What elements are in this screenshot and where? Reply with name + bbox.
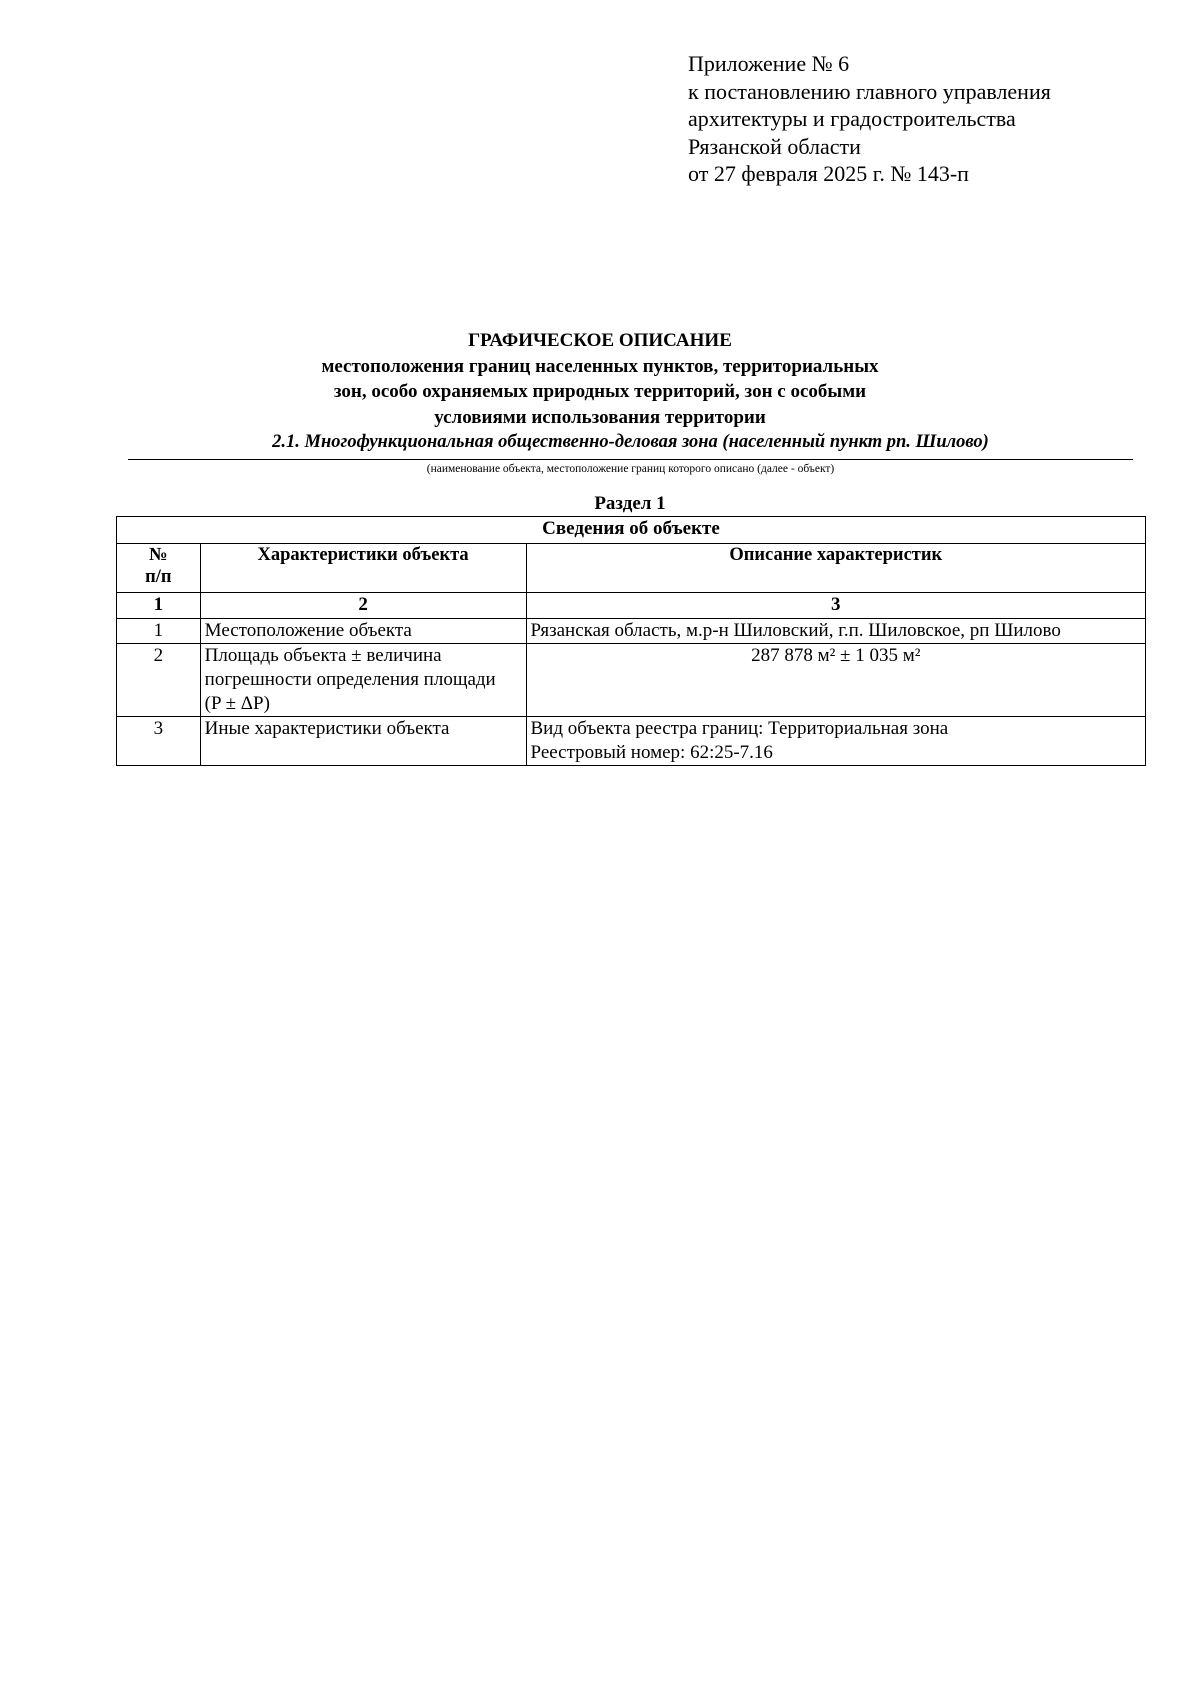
object-name: 2.1. Многофункциональная общественно-деловая зона (населенный пункт рп. Шилово) [272,432,989,452]
description-line: Реестровый номер: 62:25-7.16 [530,742,773,763]
object-caption: (наименование объекта, местоположение границ которого описано (далее - объект) [426,463,835,475]
row-characteristic [200,619,526,644]
row-number: 2 [117,644,201,717]
description-line: 287 878 м² ± 1 035 м² [751,645,921,666]
description-line: Вид объекта реестра границ: Территориальная зона [530,718,949,739]
document-title [0,328,1200,430]
table-caption-row [117,517,1146,544]
title-line: зон, особо охраняемых природных территорий, зон с особыми [333,381,867,402]
header-number-line: № [149,545,168,565]
row-number: 1 [117,619,201,644]
appendix-line: Приложение № 6 [688,51,850,76]
title-line: местоположения границ населенных пунктов, территориальных [321,355,879,377]
description-line: Рязанская область, м.р-н Шиловский, г.п. Шиловское, рп Шилово [530,620,1061,641]
section-title: Раздел 1 [594,493,666,514]
appendix-block [688,50,1051,188]
title-heading: ГРАФИЧЕСКОЕ ОПИСАНИЕ [468,330,732,351]
table-row [117,717,1146,766]
characteristic-line: (P ± ΔP) [204,693,270,714]
row-characteristic [200,717,526,766]
title-line: условиями использования территории [434,406,766,428]
characteristic-line: Местоположение объекта [204,620,412,641]
row-number: 3 [117,717,201,766]
object-underline [128,459,1133,460]
table-row [117,619,1146,644]
header-number-line: п/п [145,567,172,587]
characteristic-line: погрешности определения площади [204,669,496,690]
column-number: 1 [117,593,201,619]
table-header-row [117,544,1146,593]
table-caption: Сведения об объекте [117,517,1146,544]
column-number: 2 [200,593,526,619]
characteristic-line: Площадь объекта ± величина [204,645,442,666]
appendix-line: Рязанской области [688,133,861,159]
column-number-row [117,593,1146,619]
appendix-line: к постановлению главного управления [688,78,1051,104]
column-number: 3 [526,593,1146,619]
table-row [117,644,1146,717]
appendix-line: от 27 февраля 2025 г. № 143-п [688,161,969,186]
header-description: Описание характеристик [526,544,1146,593]
appendix-line: архитектуры и градостроительства [688,106,1016,131]
row-characteristic [200,644,526,717]
header-characteristic: Характеристики объекта [200,544,526,593]
row-description [526,644,1146,717]
characteristic-line: Иные характеристики объекта [204,718,450,739]
row-description [526,619,1146,644]
object-info-table [116,516,1146,766]
row-description [526,717,1146,766]
header-number [117,544,201,593]
